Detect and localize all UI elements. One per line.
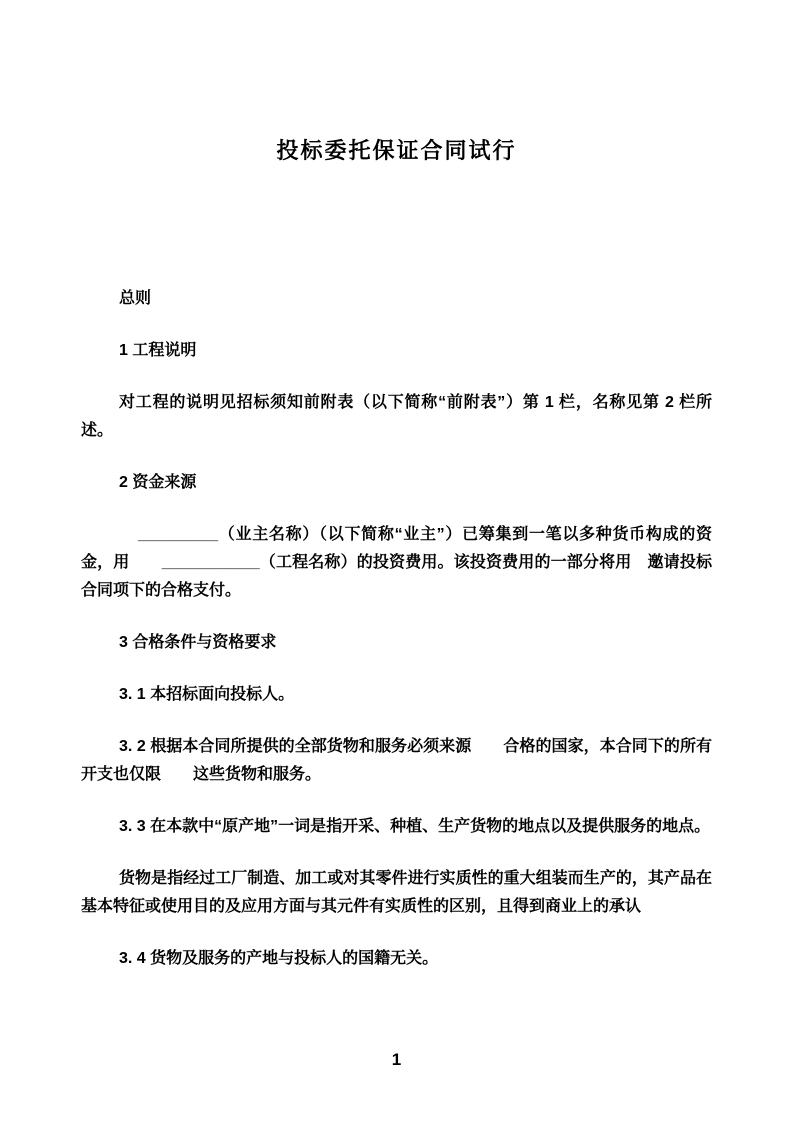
paragraph: 对工程的说明见招标须知前附表（以下简称“前附表”）第 1 栏，名称见第 2 栏所述。	[81, 394, 712, 439]
paragraph: 3. 2 根据本合同所提供的全部货物和服务必须来源 合格的国家，本合同下的所有开支也仅限 这些货物和服务。	[81, 738, 712, 783]
document-body	[0, 285, 793, 973]
paragraph: 1 工程说明	[119, 342, 197, 359]
paragraph: 2 资金来源	[119, 474, 197, 491]
paragraph: 3. 4 货物及服务的产地与投标人的国籍无关。	[119, 950, 439, 967]
paragraph: 货物是指经过工厂制造、加工或对其零件进行实质性的重大组装而生产的，其产品在基本特征或使用目的及应用方面与其元件有实质性的区别，且得到商业上的承认	[81, 870, 712, 915]
paragraph: 3. 1 本招标面向投标人。	[119, 686, 295, 703]
document-title: 投标委托保证合同试行	[276, 138, 517, 163]
page-number: 1	[391, 1050, 402, 1069]
paragraph: 3 合格条件与资格要求	[119, 634, 277, 651]
paragraph-list	[81, 285, 712, 973]
paragraph: _________（业主名称）（以下简称“业主”）已筹集到一笔以多种货币构成的资金，用 ___________（工程名称）的投资费用。该投资费用的一部分将用 邀请投标合同项下的合格支付。	[81, 526, 712, 599]
paragraph: 3. 3 在本款中“原产地”一词是指开采、种植、生产货物的地点以及提供服务的地点。	[119, 818, 711, 835]
paragraph: 总则	[119, 290, 152, 307]
